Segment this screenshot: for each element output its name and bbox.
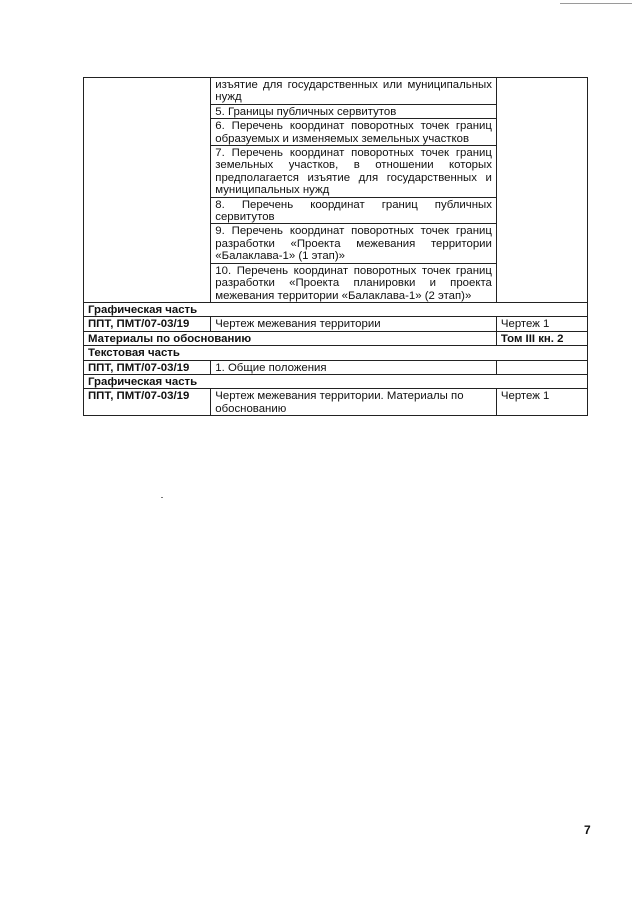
- table-row: [84, 360, 588, 374]
- doc-title: Чертеж межевания территории: [211, 317, 497, 331]
- section-heading-graphic: Графическая часть: [84, 302, 588, 316]
- list-item: 8. Перечень координат границ публичных сервитутов: [211, 197, 497, 224]
- doc-title: Чертеж межевания территории. Материалы по обоснованию: [211, 389, 497, 416]
- section-row-text: [84, 346, 588, 360]
- document-table: [83, 77, 588, 416]
- section-row-graphic: [84, 374, 588, 388]
- section-heading-text: Текстовая часть: [84, 346, 588, 360]
- list-item: 9. Перечень координат поворотных точек границ разработки «Проекта межевания территории «Балаклава-1» (1 этап)»: [211, 224, 497, 263]
- doc-code: ППТ, ПМТ/07-03/19: [84, 360, 211, 374]
- section-row-materials: [84, 331, 588, 345]
- doc-code: ППТ, ПМТ/07-03/19: [84, 389, 211, 416]
- empty-ref-cell: [496, 78, 587, 303]
- section-heading-graphic: Графическая часть: [84, 374, 588, 388]
- scan-edge-line: [560, 3, 632, 4]
- section-row-graphic: [84, 302, 588, 316]
- scan-speck: [161, 497, 163, 498]
- doc-code: ППТ, ПМТ/07-03/19: [84, 317, 211, 331]
- table-row: [84, 78, 588, 105]
- list-item: 10. Перечень координат поворотных точек границ разработки «Проекта планировки и проекта межевания территории «Балаклава-1» (2 этап)»: [211, 263, 497, 302]
- doc-ref: Чертеж 1: [496, 389, 587, 416]
- empty-ref-cell: [496, 360, 587, 374]
- table-row: [84, 389, 588, 416]
- list-item: 6. Перечень координат поворотных точек границ образуемых и изменяемых земельных участков: [211, 119, 497, 146]
- list-item: 5. Границы публичных сервитутов: [211, 104, 497, 118]
- volume-label: Том III кн. 2: [496, 331, 587, 345]
- list-item: изъятие для государственных или муниципальных нужд: [211, 78, 497, 105]
- doc-title: 1. Общие положения: [211, 360, 497, 374]
- page-number: 7: [584, 823, 591, 837]
- empty-code-cell: [84, 78, 211, 303]
- table-row: [84, 317, 588, 331]
- list-item: 7. Перечень координат поворотных точек границ земельных участков, в отношении которых предполагается изъятие для государственных и муниципальных нужд: [211, 146, 497, 198]
- section-heading-materials: Материалы по обоснованию: [84, 331, 497, 345]
- doc-ref: Чертеж 1: [496, 317, 587, 331]
